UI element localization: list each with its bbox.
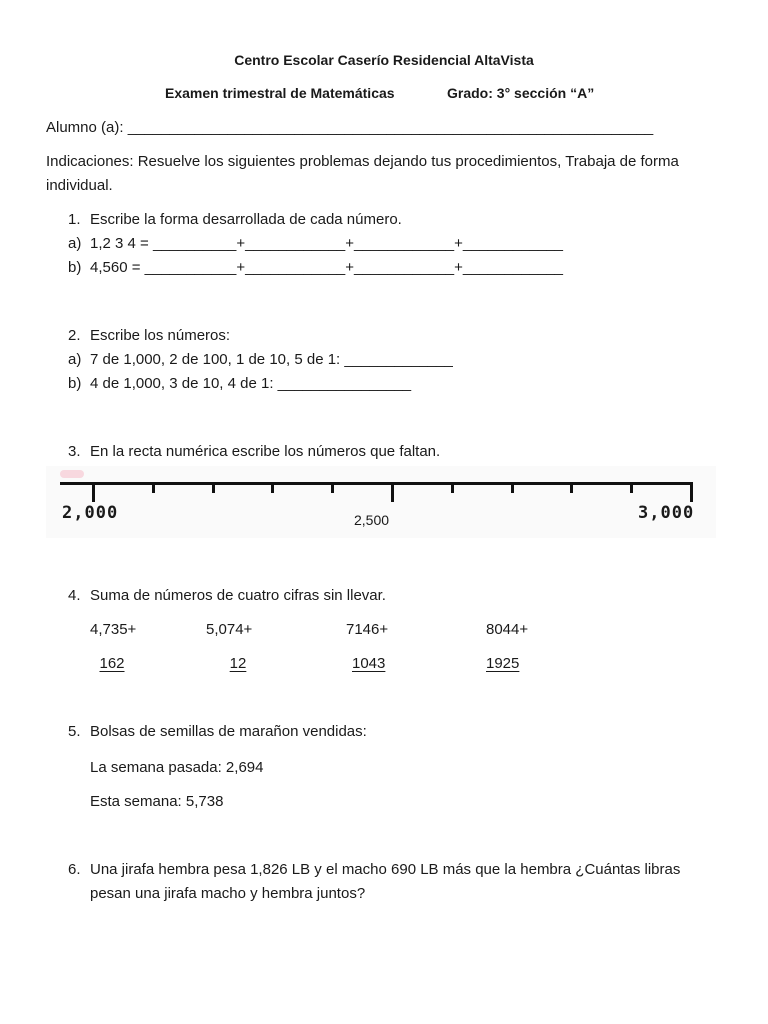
q6-text-line-1: Una jirafa hembra pesa 1,826 LB y el macho 690 LB más que la hembra ¿Cuántas libras bbox=[90, 861, 681, 878]
q1-a-label: a) bbox=[68, 235, 82, 252]
q3-text: En la recta numérica escribe los números que faltan. bbox=[90, 443, 441, 460]
number-line-tick bbox=[391, 482, 394, 502]
number-line-end-label: 3,000 bbox=[638, 503, 695, 523]
q5-text: Bolsas de semillas de marañon vendidas: bbox=[90, 723, 367, 740]
number-line-mid-label: 2,500 bbox=[354, 512, 390, 528]
q2-b-text: 4 de 1,000, 3 de 10, 4 de 1: ________________ bbox=[90, 375, 412, 392]
q3-number: 3. bbox=[68, 443, 81, 460]
sum-4-top: 8044+ bbox=[486, 621, 529, 638]
number-line-tick bbox=[690, 482, 693, 502]
number-line-tick bbox=[212, 482, 215, 493]
q4-text: Suma de números de cuatro cifras sin llevar. bbox=[90, 587, 386, 604]
number-line-tick bbox=[271, 482, 274, 493]
q2-b-label: b) bbox=[68, 375, 82, 392]
sum-4-bottom: 1925 bbox=[486, 655, 520, 672]
number-line bbox=[46, 466, 716, 538]
school-name: Centro Escolar Caserío Residencial AltaVista bbox=[234, 52, 534, 68]
number-line-tick bbox=[511, 482, 514, 493]
sum-2-top: 5,074+ bbox=[206, 621, 253, 638]
q5-number: 5. bbox=[68, 723, 81, 740]
number-line-tick bbox=[92, 482, 95, 502]
number-line-tick bbox=[630, 482, 633, 493]
grade-label: Grado: 3° sección “A” bbox=[447, 85, 595, 101]
q1-b-label: b) bbox=[68, 259, 82, 276]
q5-last-week: La semana pasada: 2,694 bbox=[90, 759, 264, 776]
q2-number: 2. bbox=[68, 327, 81, 344]
number-line-tick bbox=[451, 482, 454, 493]
q1-number: 1. bbox=[68, 211, 81, 228]
instructions-line-1: Indicaciones: Resuelve los siguientes problemas dejando tus procedimientos, Trabaja de forma bbox=[46, 153, 679, 170]
q1-b-text: 4,560 = ___________+____________+____________+____________ bbox=[90, 259, 563, 276]
q6-text-line-2: pesan una jirafa macho y hembra juntos? bbox=[90, 885, 366, 902]
number-line-tick bbox=[331, 482, 334, 493]
sum-2-bottom: 12 bbox=[229, 655, 247, 672]
sum-1-bottom: 162 bbox=[99, 655, 125, 672]
q2-a-text: 7 de 1,000, 2 de 100, 1 de 10, 5 de 1: _____________ bbox=[90, 351, 453, 368]
q1-text: Escribe la forma desarrollada de cada número. bbox=[90, 211, 402, 228]
q4-number: 4. bbox=[68, 587, 81, 604]
number-line-tick bbox=[570, 482, 573, 493]
sum-1-top: 4,735+ bbox=[90, 621, 137, 638]
q5-this-week: Esta semana: 5,738 bbox=[90, 793, 224, 810]
sum-3-top: 7146+ bbox=[346, 621, 389, 638]
sum-3-bottom: 1043 bbox=[352, 655, 386, 672]
q2-a-label: a) bbox=[68, 351, 82, 368]
q6-number: 6. bbox=[68, 861, 81, 878]
q2-text: Escribe los números: bbox=[90, 327, 231, 344]
exam-title: Examen trimestral de Matemáticas bbox=[165, 85, 395, 101]
number-line-tick bbox=[152, 482, 155, 493]
student-name-line: Alumno (a): _______________________________________________________________ bbox=[46, 119, 654, 136]
q1-a-text: 1,2 3 4 = __________+____________+____________+____________ bbox=[90, 235, 563, 252]
instructions-line-2: individual. bbox=[46, 177, 113, 194]
number-line-start-label: 2,000 bbox=[62, 503, 119, 523]
highlight-mark bbox=[60, 470, 84, 478]
